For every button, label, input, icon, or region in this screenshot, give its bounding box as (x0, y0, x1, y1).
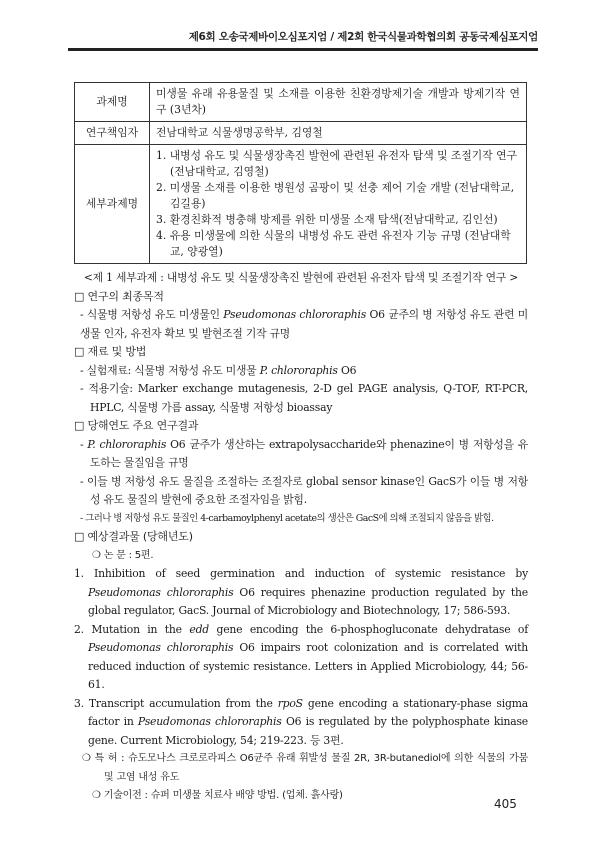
text: O6 impairs root colonization and is correlated with reduced induction of systemic resistance. Letters in Applied Microbiology, 44; 56-61. (88, 641, 528, 691)
list-item: 3. 환경친화적 병충해 방제를 위한 미생물 소재 탐색(전남대학교, 김인선) (156, 213, 498, 226)
species-name: P. chlororaphis (87, 437, 167, 451)
species-name: Pseudomonas chlororaphis (223, 308, 367, 321)
papers-line: ❍ 논 문 : 5편. (92, 549, 154, 561)
row-value: 전남대학교 식물생명공학부, 김영철 (150, 122, 527, 145)
species-name: Pseudomonas chlororaphis (88, 585, 234, 599)
materials-item (74, 362, 528, 381)
results-item: - 그러나 병 저항성 유도 물질인 4-carbamoylphenyl acetate의 생산은 GacS에 의해 조절되지 않음을 밝힘. (80, 512, 494, 524)
body-content (74, 269, 528, 806)
row-key: 과제명 (75, 83, 150, 122)
text: O6 requires phenazine production regulated by the global regulator, GacS. Journal of Microbiology and Biotechnology, 17; 586-593. (88, 585, 528, 617)
goal-text (74, 306, 528, 343)
reference-item (74, 695, 528, 751)
list-item: 1. 내병성 유도 및 식물생장촉진 발현에 관련된 유전자 탐색 및 조절기작 연구 (전남대학교, 김영철) (156, 149, 517, 178)
table-row (75, 122, 527, 145)
species-name: P. chlororaphis (259, 363, 338, 377)
table-row (75, 145, 527, 264)
text: gene encoding a stationary-phase sigma factor in (88, 696, 528, 728)
text: - 실험재료: 식물병 저항성 유도 미생물 (80, 363, 260, 377)
species-name: Pseudomonas chlororaphis (137, 715, 282, 728)
text: 3. Transcript accumulation from the (74, 696, 278, 710)
gene-name: rpoS (277, 696, 303, 710)
text: O6 균주의 병 저항성 유도 관련 미생물 인자, 유전자 확보 및 발현조절 기작 규명 (80, 308, 528, 340)
text: O6 균주가 생산하는 extrapolysaccharide와 phenazine이 병 저항성을 유도하는 물질임을 규명 (90, 437, 528, 469)
row-value: 미생물 유래 유용물질 및 소재를 이용한 친환경방제기술 개발과 방제기작 연구 (3년차) (150, 83, 527, 122)
species-name: Pseudomonas chlororaphis (88, 641, 234, 654)
text: O6 is regulated by the polyphosphate kinase gene. Current Microbiology, 54; 219-223. 등 3편. (88, 715, 528, 747)
results-heading: □ 당해연도 주요 연구결과 (74, 419, 199, 432)
expected-heading: □ 예상결과물 (당해년도) (74, 530, 193, 543)
patent-line: ❍ 특 허 : 슈도모나스 크로로라피스 O6균주 유래 휘발성 물질 2R, 3R-butanediol에 의한 식물의 가뭄 및 고염 내성 유도 (82, 753, 528, 783)
subtask-list (150, 145, 527, 264)
list-item: 4. 유용 미생물에 의한 식물의 내병성 유도 관련 유전자 기능 규명 (전남대학교, 양광열) (156, 229, 511, 258)
reference-item (74, 621, 528, 695)
goal-heading: □ 연구의 최종목적 (74, 289, 164, 303)
tech-transfer-line: ❍ 기술이전 : 슈퍼 미생물 치료사 배양 방법. (업체. 흙사랑) (92, 790, 343, 801)
materials-heading: □ 재료 및 방법 (74, 345, 147, 358)
section-title: <제 1 세부과제 : 내병성 유도 및 식물생장촉진 발현에 관련된 유전자 탐색 및 조절기작 연구 > (83, 271, 519, 284)
page-number: 405 (494, 797, 517, 811)
running-header: 제6회 오송국제바이오심포지엄 / 제2회 한국식물과학협의회 공동국제심포지엄 (68, 28, 538, 51)
table-row (75, 83, 527, 122)
text: gene encoding the 6-phosphogluconate dehydratase of (209, 622, 528, 636)
text: 2. Mutation in the (74, 622, 190, 636)
reference-item (74, 565, 528, 621)
text: 1. Inhibition of seed germination and induction of systemic resistance by (74, 567, 528, 580)
text: - (80, 437, 88, 451)
results-item (74, 436, 528, 473)
list-item: 2. 미생물 소재를 이용한 병원성 곰팡이 및 선충 제어 기술 개발 (전남대학교, 김길용) (156, 181, 515, 210)
row-key: 세부과제명 (75, 145, 150, 264)
text: - 식물병 저항성 유도 미생물인 (80, 308, 224, 321)
materials-item: - 적용기술: Marker exchange mutagenesis, 2-D gel PAGE analysis, Q-TOF, RT-PCR, HPLC, 식물병 가름 assay, 식물병 저항성 bioassay (80, 382, 528, 414)
text: O6 (337, 363, 357, 377)
project-info-table (74, 82, 527, 264)
results-item: - 이들 병 저항성 유도 물질을 조절하는 조절자로 global sensor kinase인 GacS가 이들 병 저항성 유도 물질의 발현에 중요한 조절자임을 밝힘. (80, 474, 528, 506)
row-key: 연구책임자 (75, 122, 150, 145)
gene-name: edd (189, 622, 209, 636)
